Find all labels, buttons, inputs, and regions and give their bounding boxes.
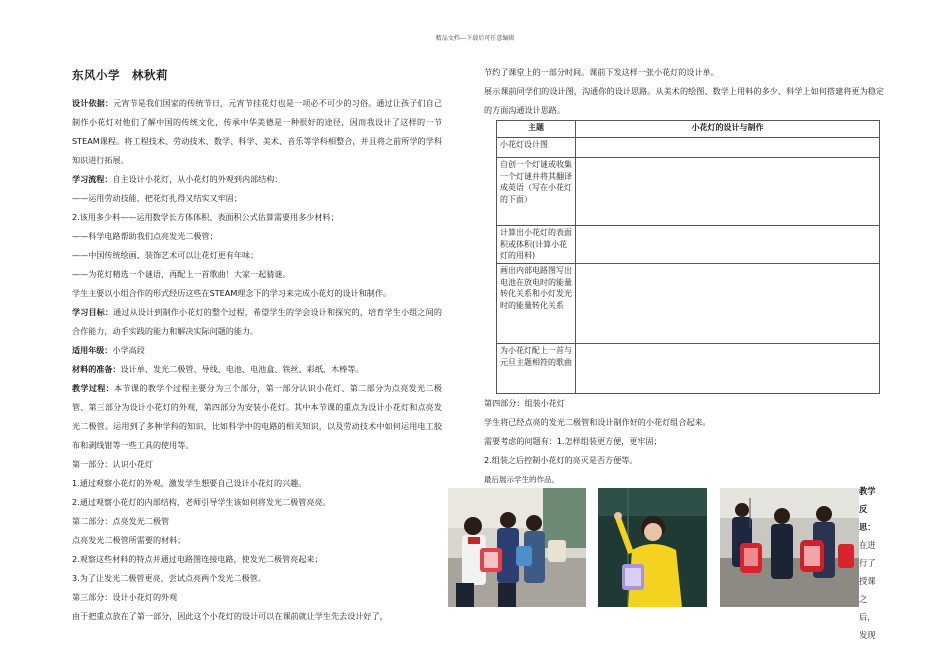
photo-students-red-lanterns (720, 488, 859, 607)
left-paragraph (72, 265, 442, 284)
left-paragraph (72, 227, 442, 246)
table-header-row (497, 121, 880, 138)
table-cell-item: 小花灯设计图 (497, 138, 576, 158)
right-paragraph: 第四部分：组装小花灯 (484, 398, 565, 408)
table-row (497, 344, 880, 394)
table-cell-item: 自创一个灯谜或收集一个灯谜并将其翻译成英语（写在小花灯的下面） (497, 158, 576, 226)
table-body (497, 138, 880, 394)
paragraph-text: 小学高段 (112, 345, 145, 355)
paragraph-text: 第一部分：认识小花灯 (72, 459, 153, 469)
paragraph-text: 2.观察这些材料的特点并通过电路图连接电路，使发光二极管亮起来； (72, 554, 323, 564)
paragraph-label: 适用年级： (72, 345, 113, 355)
paragraph-text: ——运用劳动技能，把花灯扎得又结实又牢固； (72, 193, 242, 203)
photo-classroom-group (448, 488, 586, 607)
left-paragraph (72, 455, 442, 474)
paragraph-label: 学习目标： (72, 307, 114, 317)
right-paragraph: 学生将已经点亮的发光二极管和设计制作好的小花灯组合起来。 (484, 417, 711, 427)
left-paragraph (72, 94, 442, 170)
photo-girl-yellow-jacket (598, 488, 707, 607)
left-paragraphs (72, 94, 442, 626)
paragraph-text: 自主设计小花灯，从小花灯的外观到内部结构： (112, 174, 283, 184)
paragraph-text: 学生主要以小组合作的形式经历这些在STEAM理念下的学习来完成小花灯的设计和制作。 (72, 288, 392, 298)
table-cell-item: 计算出小花灯的表面积或体积(计算小花灯的用料) (497, 226, 576, 264)
paragraph-text: 点亮发光二极管所需要的材料； (72, 535, 186, 545)
paragraph-text: ——科学电路帮助我们点亮发光二极管； (72, 231, 218, 241)
right-paragraph: 需要考虑的问题有：1.怎样组装更方便，更牢固； (484, 436, 662, 446)
paragraph-text: 设计单、发光二极管、导线、电池、电池盒、铁丝、彩纸、木棒等。 (120, 364, 364, 374)
paragraph-text: 由于把重点放在了第一部分，因此这个小花灯的设计可以在课前就让学生先去设计好了， (72, 611, 388, 621)
left-paragraph (72, 493, 442, 512)
reflection-text: 在进行了授课之后，发现 (859, 540, 876, 640)
left-paragraph (72, 341, 442, 360)
paragraph-text: 通过从设计到制作小花灯的整个过程，希望学生的学会设计和探究的，培育学生小组之间的合作能力，动手实践的能力和解决实际问题的能力。 (72, 307, 442, 336)
right-paragraph: 节约了课堂上的一部分时间。课前下发这样一张小花灯的设计单。 (484, 67, 719, 77)
right-paragraph: 最后展示学生的作品。 (484, 475, 559, 484)
right-bottom-paragraphs (484, 394, 884, 489)
paragraph-text: ——中国传统绘画、装饰艺术可以让花灯更有年味； (72, 250, 259, 260)
table-cell-item: 画出内部电路图写出电池在放电时的能量转化关系和小灯发光时的能量转化关系 (497, 264, 576, 344)
left-paragraph (72, 246, 442, 265)
paragraph-label: 设计依据： (72, 98, 114, 108)
paragraph-text: 本节课的教学个过程主要分为三个部分，第一部分认识小花灯、第二部分为点亮发光二极管、第三部分为设计小花灯的外观，第四部分为安装小花灯。其中本节课的重点为设计小花灯和点亮发光二极管。运用到了多种学科的知识，比如科学中的电路的相关知识，以及劳动技术中如何运用电工胶布和剥线钳等一些工具的使用等。 (72, 383, 442, 450)
table-row (497, 138, 880, 158)
table-row (497, 264, 880, 344)
table-cell-blank (576, 158, 880, 226)
left-paragraph (72, 550, 442, 569)
page-header: 精品文档---下载后可任意编辑 (435, 35, 515, 42)
paragraph-text: 2.通过观察小花灯的内部结构，老师引导学生该如何将发光二极管亮亮。 (72, 497, 331, 507)
left-paragraph (72, 208, 442, 227)
left-paragraph (72, 588, 442, 607)
left-column (72, 67, 442, 626)
paragraph-text: ——为花灯精选一个谜语，再配上一首歌曲！大家一起猜谜。 (72, 269, 291, 279)
paragraph-text: 第三部分：设计小花灯的外观 (72, 592, 178, 602)
left-paragraph (72, 360, 442, 379)
right-paragraph: 2.组装之后控制小花灯的亮灭是否方便等。 (484, 455, 638, 465)
left-paragraph (72, 607, 442, 626)
table-row (497, 226, 880, 264)
table-cell-blank (576, 226, 880, 264)
table-cell-item: 为小花灯配上一首与元旦主题相符的歌曲 (497, 344, 576, 394)
reflection-label: 教学反思： (859, 486, 876, 532)
author-title: 东风小学 林秋莉 (72, 68, 168, 82)
table-cell-blank (576, 264, 880, 344)
left-paragraph (72, 189, 442, 208)
paragraph-label: 教学过程： (72, 383, 115, 393)
paragraph-text: 3.为了让发光二极管更亮，尝试点亮两个发光二极管。 (72, 573, 266, 583)
left-paragraph (72, 569, 442, 588)
left-paragraph (72, 284, 442, 303)
left-paragraph (72, 474, 442, 493)
paragraph-text: 2.该用多少料——运用数学长方体体积、表面积公式估算需要用多少材料； (72, 212, 339, 222)
left-paragraph (72, 531, 442, 550)
table-cell-blank (576, 344, 880, 394)
left-paragraph (72, 303, 442, 341)
paragraph-text: 第二部分：点亮发光二极管 (72, 516, 170, 526)
paragraph-text: 元宵节是我们国家的传统节日，元宵节挂花灯也是一项必不可少的习俗。通过让孩子们自己制作小花灯对他们了解中国的传统文化，传承中华美德是一种很好的途径，因而我设计了这样的一节STEAM课程。将工程技术、劳动技术、数学、科学、美术、音乐等学科相整合，并且将之前所学的学科知识进行拓展。 (72, 98, 442, 165)
paragraph-label: 材料的准备： (72, 364, 121, 374)
left-paragraph (72, 512, 442, 531)
table-header-topic: 主题 (497, 121, 576, 138)
right-top-paragraphs (484, 63, 884, 120)
right-column (484, 63, 884, 489)
paragraph-label: 学习流程： (72, 174, 113, 184)
left-paragraph (72, 170, 442, 189)
left-paragraph (72, 379, 442, 455)
teaching-reflection (859, 482, 883, 644)
table-cell-blank (576, 138, 880, 158)
right-paragraph: 展示课前同学们的设计图，沟通你的设计思路。从美术的绘图、数学上用料的多少、科学上如何搭建将更为稳定的方面沟通设计思路。 (484, 86, 884, 115)
table-header-title: 小花灯的设计与制作 (576, 121, 880, 138)
design-sheet-table (496, 120, 880, 394)
table-row (497, 158, 880, 226)
paragraph-text: 1.通过观察小花灯的外观，激发学生想要自己设计小花灯的兴趣。 (72, 478, 307, 488)
